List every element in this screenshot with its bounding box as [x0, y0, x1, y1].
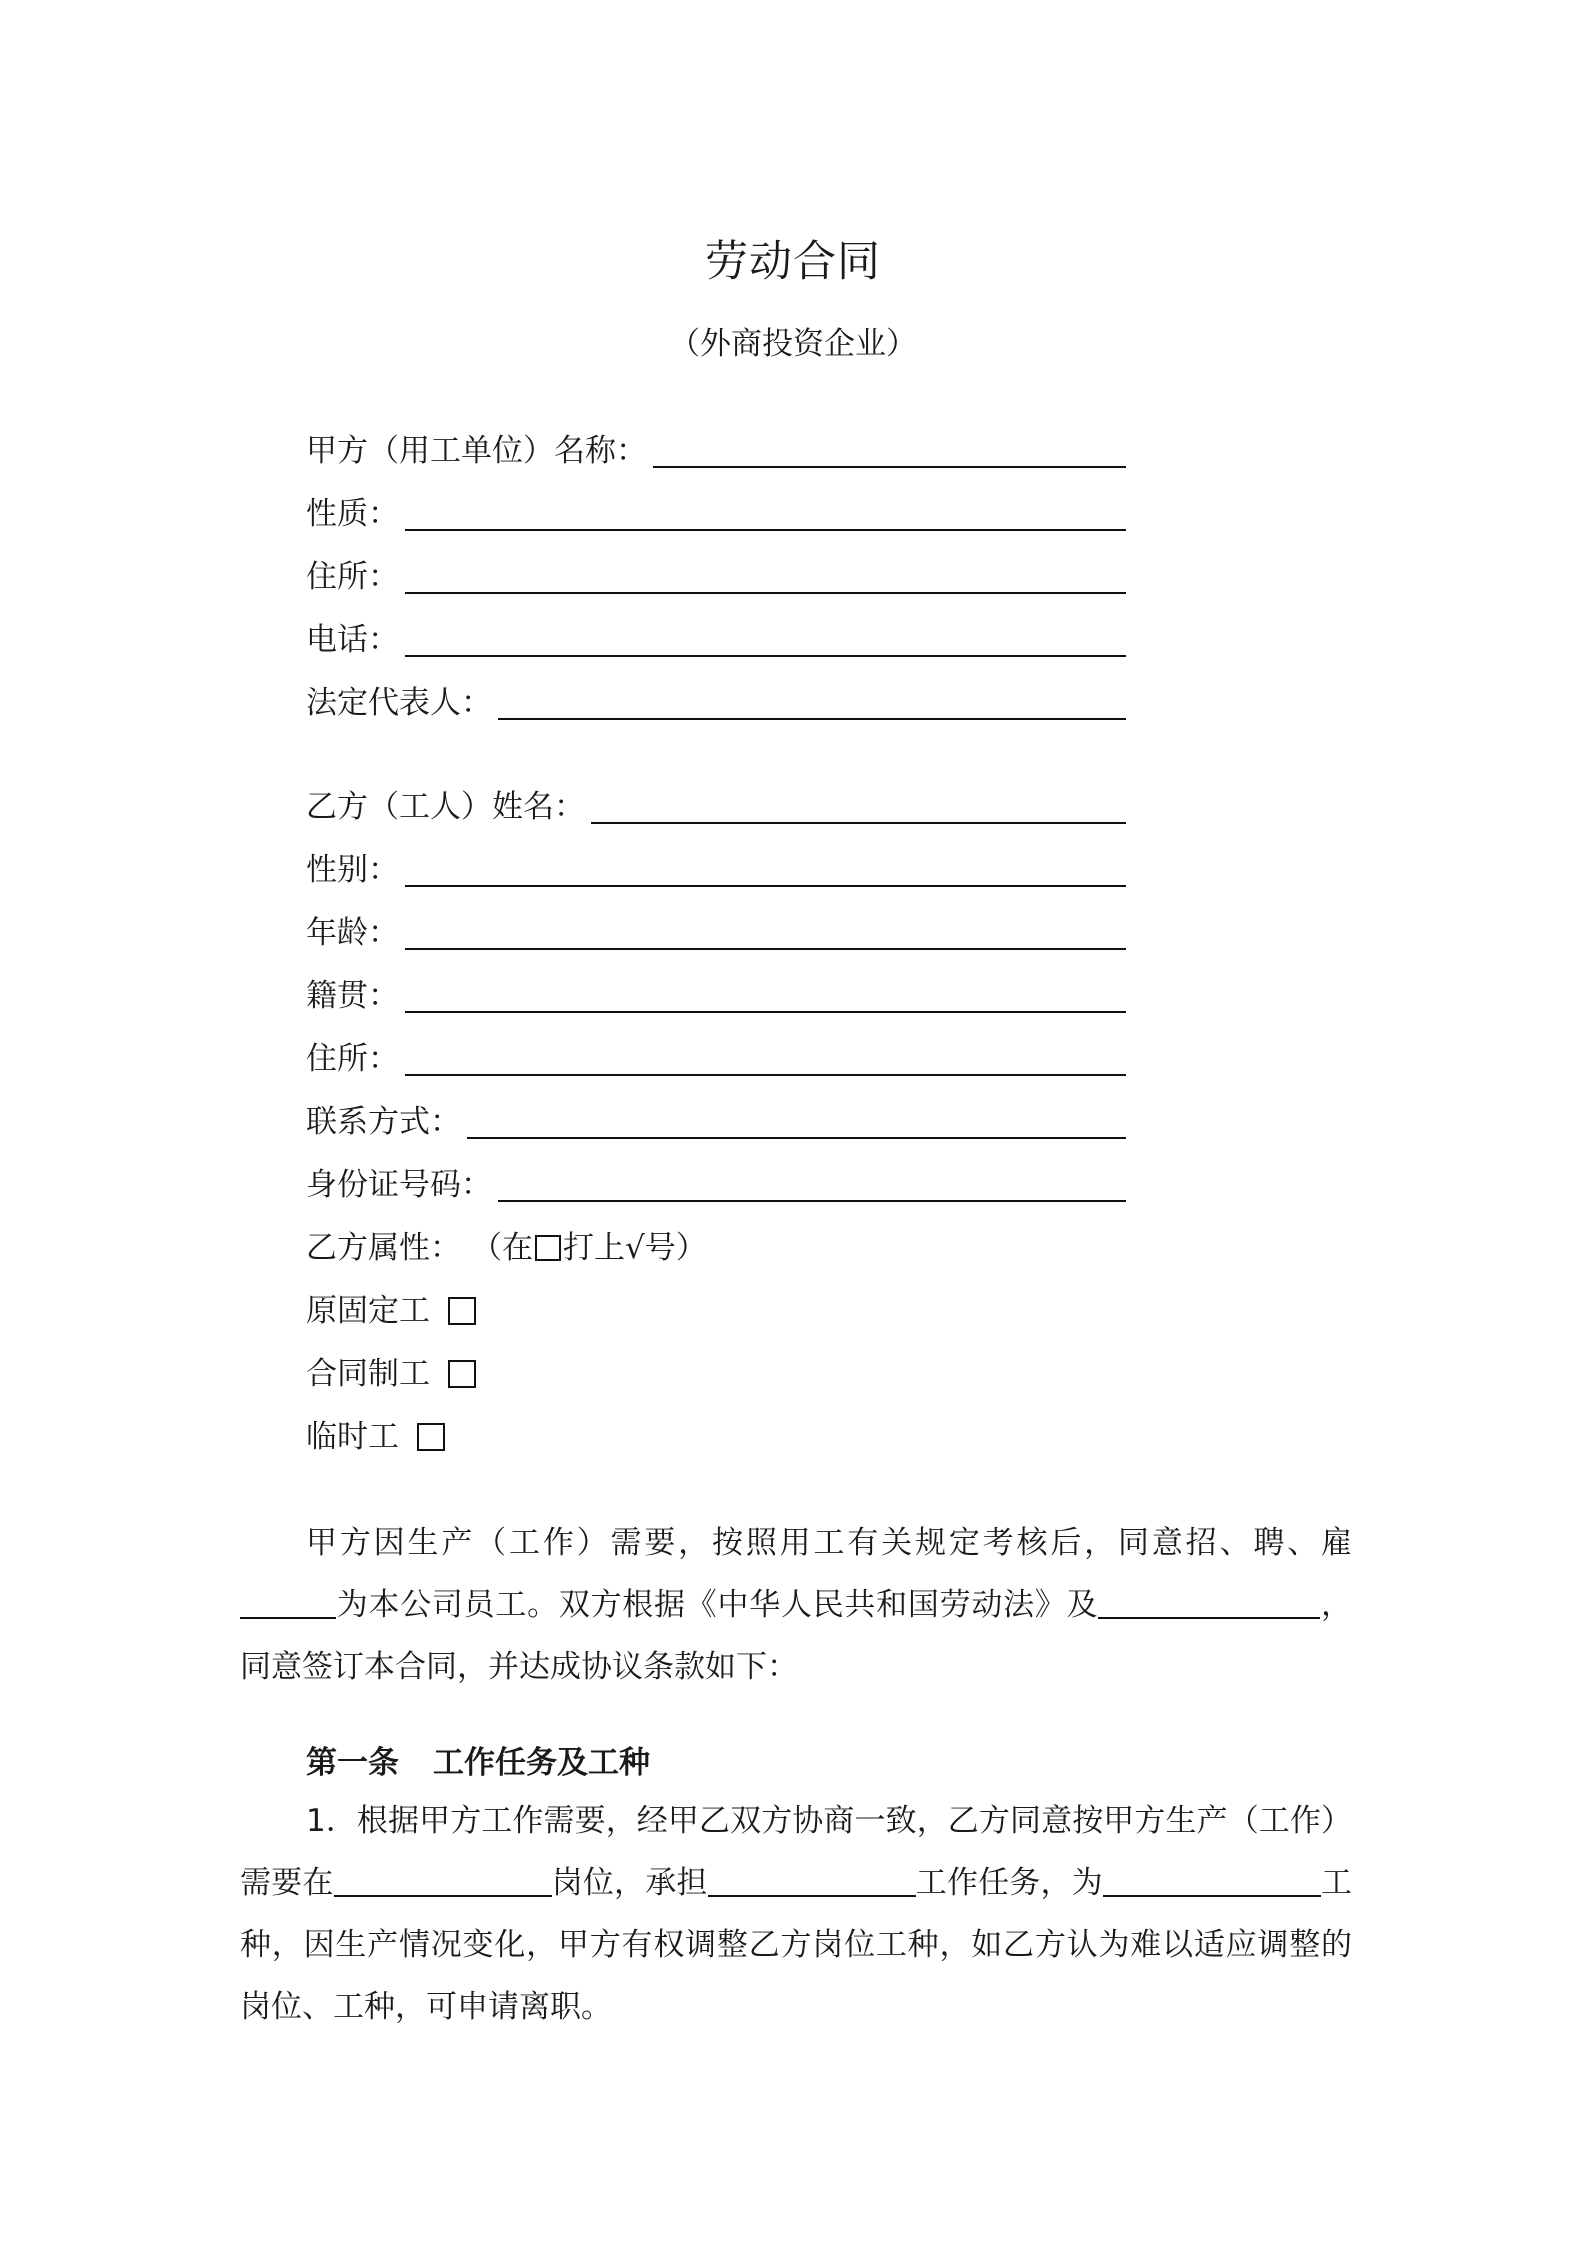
- party-b-contact-label: 联系方式：: [306, 1104, 461, 1140]
- party-a-address-blank[interactable]: [405, 592, 1126, 594]
- party-b-native-place-field[interactable]: [306, 973, 1126, 1019]
- party-b-name-label: 乙方（工人）姓名：: [306, 789, 585, 825]
- party-a-legal-rep-blank[interactable]: [498, 718, 1126, 720]
- party-b-gender-blank[interactable]: [405, 885, 1126, 887]
- article-1-number: 第一条: [306, 1745, 399, 1781]
- party-a-legal-rep-label: 法定代表人：: [306, 685, 492, 721]
- party-b-name-blank[interactable]: [591, 822, 1126, 824]
- party-b-id-label: 身份证号码：: [306, 1167, 492, 1203]
- sample-checkbox-icon: [535, 1235, 561, 1261]
- clause-1-text-2: 岗位，承担: [551, 1865, 708, 1901]
- party-b-attribute-row: [306, 1225, 707, 1271]
- party-b-gender-field[interactable]: [306, 847, 1126, 893]
- party-a-address-field[interactable]: [306, 554, 1126, 600]
- party-b-attribute-label: 乙方属性：: [306, 1230, 461, 1266]
- original-fixed-checkbox[interactable]: [448, 1297, 476, 1325]
- party-a-address-label: 住所：: [306, 559, 399, 595]
- work-type-blank[interactable]: [1103, 1865, 1321, 1897]
- document-title: 劳动合同: [705, 237, 881, 287]
- party-b-age-field[interactable]: [306, 910, 1126, 956]
- party-b-contact-field[interactable]: [306, 1099, 1126, 1145]
- party-a-nature-label: 性质：: [306, 496, 399, 532]
- option-contract[interactable]: [306, 1351, 476, 1397]
- party-b-address-blank[interactable]: [405, 1074, 1126, 1076]
- party-b-age-label: 年龄：: [306, 915, 399, 951]
- party-a-phone-label: 电话：: [306, 622, 399, 658]
- party-a-phone-blank[interactable]: [405, 655, 1126, 657]
- party-a-name-label: 甲方（用工单位）名称：: [306, 433, 647, 469]
- option-label: 合同制工: [306, 1356, 430, 1392]
- regulation-blank[interactable]: [1098, 1587, 1320, 1619]
- party-b-native-place-blank[interactable]: [405, 1011, 1126, 1013]
- option-temporary[interactable]: [306, 1414, 445, 1460]
- intro-paragraph: [240, 1512, 1352, 1698]
- hire-name-blank[interactable]: [240, 1587, 336, 1619]
- party-a-name-field[interactable]: [306, 428, 1126, 474]
- party-b-address-label: 住所：: [306, 1041, 399, 1077]
- option-label: 原固定工: [306, 1293, 430, 1329]
- party-b-attribute-note-prefix: （在: [471, 1230, 533, 1266]
- party-a-name-blank[interactable]: [653, 466, 1126, 468]
- clause-1-text-3: 工作任务，为: [915, 1865, 1103, 1901]
- intro-text-1: 甲方因生产（工作）需要，按照用工有关规定考核后，同意招、聘、雇: [306, 1525, 1352, 1561]
- task-blank[interactable]: [708, 1865, 916, 1897]
- position-blank[interactable]: [334, 1865, 552, 1897]
- party-b-age-blank[interactable]: [405, 948, 1126, 950]
- article-1-clause-1: [240, 1790, 1352, 2038]
- option-label: 临时工: [306, 1419, 399, 1455]
- intro-text-2: 为本公司员工。双方根据《中华人民共和国劳动法》及: [336, 1587, 1099, 1623]
- article-1-title: 工作任务及工种: [433, 1745, 650, 1781]
- party-a-phone-field[interactable]: [306, 617, 1126, 663]
- intro-text-3: ，同意签订本合同，并达成协议条款如下：: [240, 1587, 1353, 1685]
- contract-checkbox[interactable]: [448, 1360, 476, 1388]
- clause-1-text-1: 1．根据甲方工作需要，经甲乙双方协商一致，乙方同意按甲方生产（工作）需要在: [240, 1803, 1352, 1901]
- party-a-legal-rep-field[interactable]: [306, 680, 1126, 726]
- party-b-native-place-label: 籍贯：: [306, 978, 399, 1014]
- party-b-address-field[interactable]: [306, 1036, 1126, 1082]
- clause-1-text-4: 工种，因生产情况变化，甲方有权调整乙方岗位工种，如乙方认为难以适应调整的岗位、工种，可申请离职。: [240, 1865, 1353, 2025]
- article-1-heading: [306, 1740, 650, 1786]
- party-b-id-blank[interactable]: [498, 1200, 1126, 1202]
- party-b-id-field[interactable]: [306, 1162, 1126, 1208]
- party-b-attribute-note-suffix: 打上√号）: [563, 1230, 707, 1266]
- option-original-fixed[interactable]: [306, 1288, 476, 1334]
- party-b-contact-blank[interactable]: [467, 1137, 1126, 1139]
- party-b-name-field[interactable]: [306, 784, 1126, 830]
- document-subtitle: （外商投资企业）: [669, 326, 917, 362]
- temporary-checkbox[interactable]: [417, 1423, 445, 1451]
- party-a-nature-field[interactable]: [306, 491, 1126, 537]
- party-b-gender-label: 性别：: [306, 852, 399, 888]
- party-a-nature-blank[interactable]: [405, 529, 1126, 531]
